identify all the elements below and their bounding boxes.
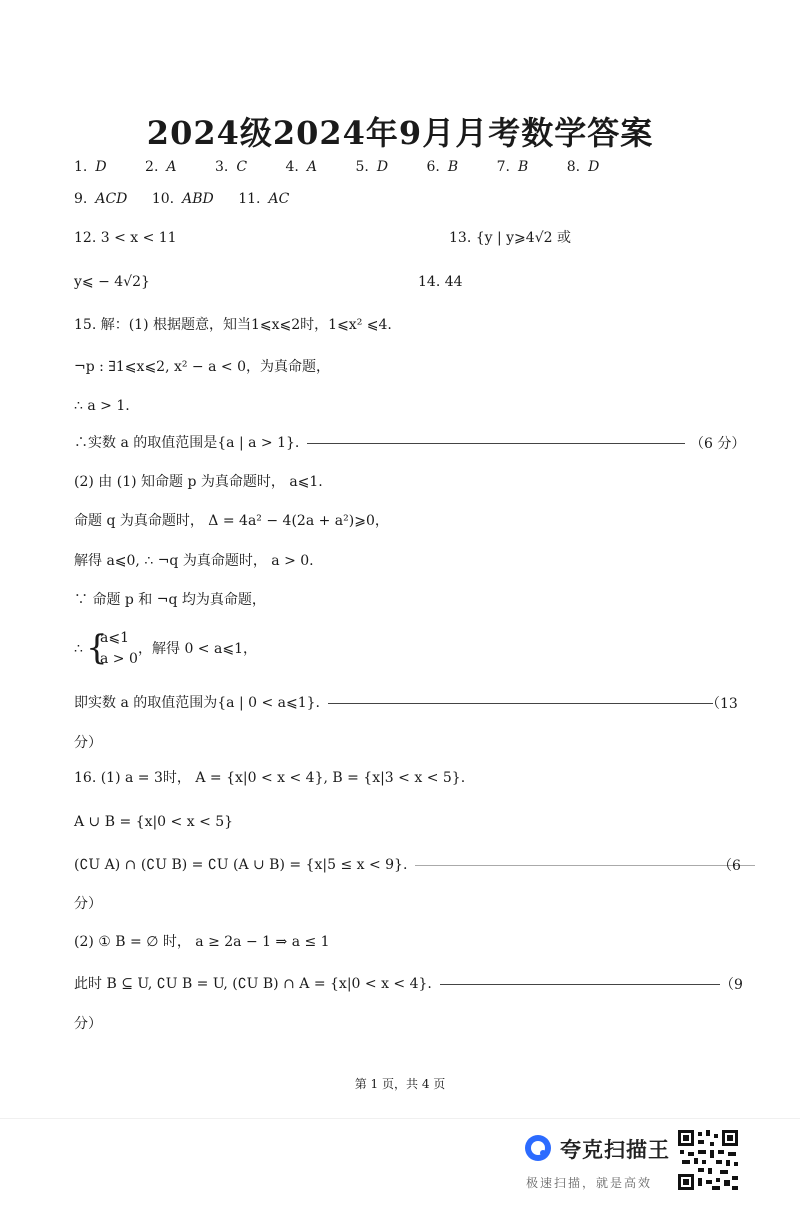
q15-line-10 (74, 693, 721, 713)
q15-line-2: ¬p : ∃1⩽x⩽2, x² − a < 0，为真命题， (74, 359, 330, 375)
answer-item: 6. B (426, 159, 459, 175)
answer-item: 2. A (145, 159, 177, 175)
q16-line-2: A ∪ B = {x|0 < x < 5} (74, 814, 234, 830)
q15-line-8: ∵ 命题 p 和 ¬q 均为真命题， (74, 592, 266, 608)
answer-item: 5. D (355, 159, 389, 175)
q15-line-10-text: 即实数 a 的取值范围为{a | 0 < a⩽1}. (74, 695, 320, 711)
answer-item: 3. C (214, 159, 248, 175)
answer-item: 11. AC (238, 191, 290, 207)
answers-row-2 (74, 189, 323, 209)
q15-line-4 (74, 433, 693, 453)
answer-item: 8. D (566, 159, 600, 175)
score-6: （6 分） (690, 436, 746, 452)
qr-code-icon (676, 1128, 740, 1192)
scanner-brand-name: 夸克扫描王 (560, 1138, 670, 1162)
q15-line-1: 15. 解：(1) 根据题意，知当1⩽x⩽2时，1⩽x² ⩽4. (74, 317, 392, 333)
score-9-suffix: 分） (74, 1016, 102, 1032)
score-9: （9 (720, 977, 743, 993)
score-dashes (440, 984, 720, 985)
q16-line-1: 16. (1) a = 3时， A = {x|0 < x < 4}, B = {x|3 < x < 5}. (74, 770, 466, 786)
scanner-brand-slogan: 极速扫描，就是高效 (526, 1176, 653, 1190)
answer-q14: 14. 44 (418, 274, 463, 290)
page-title: 2024级2024年9月月考数学答案 (146, 114, 654, 152)
score-dashes (307, 443, 685, 444)
answer-item: 7. B (496, 159, 529, 175)
q15-line-4-text: ∴实数 a 的取值范围是{a | a > 1}. (74, 435, 300, 451)
q15-line-3: ∴ a > 1. (74, 398, 130, 414)
q15-line-5: (2) 由 (1) 知命题 p 为真命题时， a⩽1. (74, 474, 323, 490)
q16-line-3-text: (∁U A) ∩ (∁U B) = ∁U (A ∪ B) = {x|5 ≤ x < 9}. (74, 857, 408, 873)
answer-item: 4. A (285, 159, 317, 175)
answer-q12: 12. 3 < x < 11 (74, 230, 177, 246)
answer-item: 1. D (74, 159, 107, 175)
score-13: （13 (706, 696, 738, 712)
q15-system-row2: a > 0 (100, 651, 138, 667)
q15-system-row1: a⩽1 (100, 630, 129, 646)
score-dashes (328, 703, 713, 704)
score-6b-suffix: 分） (74, 896, 102, 912)
q16-line-5-text: 此时 B ⊆ U, ∁U B = U, (∁U B) ∩ A = {x|0 < x < 4}. (74, 976, 432, 992)
q16-line-3 (74, 855, 763, 875)
answer-q13-part1: 13. {y | y⩾4√2 或 (449, 230, 571, 246)
page-footer: 第 1 页，共 4 页 (354, 1077, 446, 1091)
document-page: 2024级2024年9月月考数学答案 1. D 2. A 3. C 4. A 5. D 6. B 7. B 8. D 9. ACD 10. ABD 11. AC 12. 3 < x < 11 13. {y | y⩾4√2 或 y⩽ − 4√2} 14. 44 15. 解：(1) 根据题意，知当1⩽x⩽2时，1⩽x² ⩽4. ¬p : ∃1⩽x⩽2, x² − a < 0，为真命题， ∴ a > 1. ∴实数 a 的取值范围是{a | a > 1}. （6 分） (2) 由 (1) 知命题 p 为真命题时， a⩽1. 命题 q 为真命题时， Δ = 4a² − 4(2a + a²)⩾0， 解得 a⩽0, ∴ ¬q 为真命题时， a > 0. ∵ 命题 p 和 ¬q 均为真命题， ∴ { a⩽1 a > 0 ，解得 0 < a⩽1， 即实数 a 的取值范围为{a | 0 < a⩽1}. （13 分） 16. (1) a = 3时， A = {x|0 < x < 4}, B = {x|3 < x < 5}. A ∪ B = {x|0 < x < 5} (∁U A) ∩ (∁U B) = ∁U (A ∪ B) = {x|5 ≤ x < 9}. （6 分） (2) ① B = ∅ 时， a ≥ 2a − 1 ⇒ a ≤ 1 此时 B ⊆ U, ∁U B = U, (∁U B) ∩ A = {x|0 < x < 4}. （9 分） 第 1 页，共 4 页 夸克扫描王 极速扫描，就是高效 (0, 0, 800, 1207)
answer-item: 9. ACD (74, 191, 128, 207)
q15-system-solution: ，解得 0 < a⩽1， (138, 641, 257, 657)
score-dashes (415, 865, 755, 866)
quark-logo-icon (523, 1133, 553, 1163)
answers-row-1 (74, 157, 599, 177)
q15-line-7: 解得 a⩽0, ∴ ¬q 为真命题时， a > 0. (74, 553, 314, 569)
score-13-suffix: 分） (74, 735, 102, 751)
answer-q13-part2: y⩽ − 4√2} (74, 274, 150, 290)
score-6b: （6 (718, 858, 741, 874)
q16-line-5 (74, 974, 728, 994)
answer-item: 10. ABD (151, 191, 214, 207)
q16-line-4: (2) ① B = ∅ 时， a ≥ 2a − 1 ⇒ a ≤ 1 (74, 934, 330, 950)
q15-line-6: 命题 q 为真命题时， Δ = 4a² − 4(2a + a²)⩾0， (74, 513, 389, 529)
